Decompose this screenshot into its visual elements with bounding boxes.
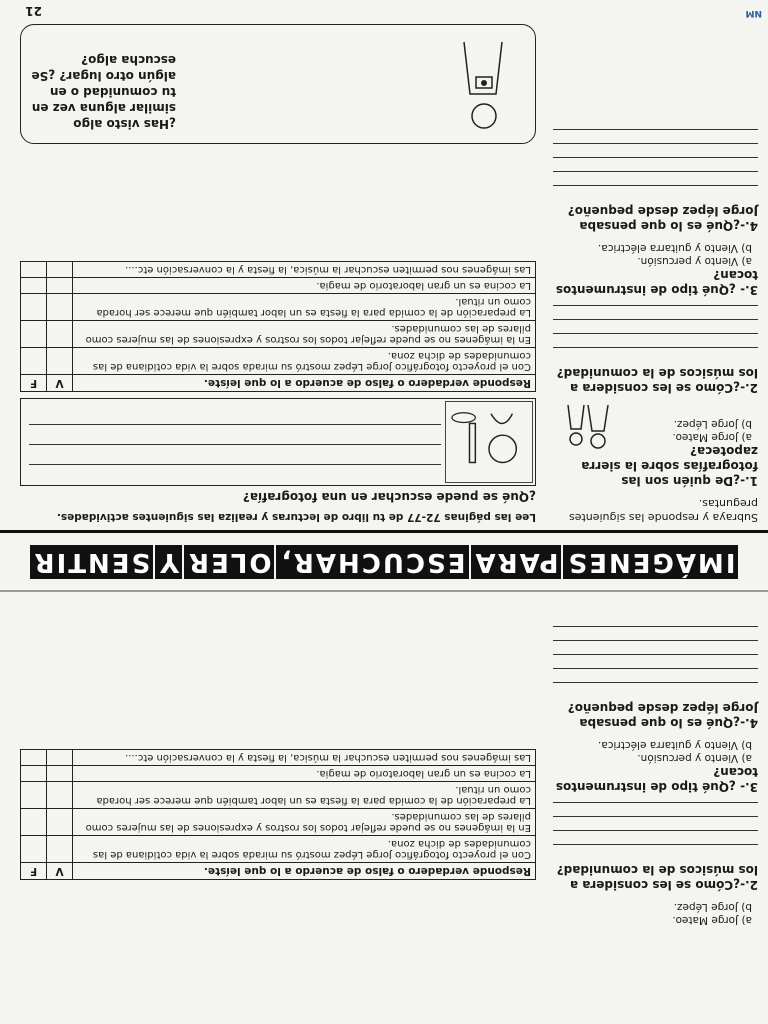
false-header: F — [21, 863, 47, 880]
false-cell[interactable] — [21, 750, 47, 766]
true-cell[interactable] — [47, 836, 73, 863]
true-cell[interactable] — [47, 809, 73, 836]
false-cell[interactable] — [21, 348, 47, 375]
false-cell[interactable] — [21, 294, 47, 321]
boy-with-camera-illustration — [438, 38, 528, 138]
musicians-illustration — [558, 403, 618, 453]
true-cell[interactable] — [47, 294, 73, 321]
activities-column-copy — [10, 590, 536, 886]
true-false-table — [20, 749, 536, 880]
false-cell[interactable] — [21, 278, 47, 294]
banner-word: PARA — [471, 545, 562, 579]
true-cell[interactable] — [47, 766, 73, 782]
table-row: Con el proyecto fotográfico Jorge Lépez mostró su mirada sobre la vida cotidiana de las comunidades de dicha zona. — [21, 836, 536, 863]
question-4: 4.-¿Qué es lo que pensaba Jorge lépez desde pequeño? — [567, 204, 758, 233]
banner-word: IMÁGENES — [563, 545, 738, 579]
true-cell[interactable] — [47, 750, 73, 766]
answer-lines[interactable] — [553, 802, 758, 858]
banner-title — [8, 542, 760, 582]
table-row: Las imágenes nos permiten escuchar la música, la fiesta y la conversación etc.... — [21, 262, 536, 278]
activities-column — [10, 4, 536, 524]
listen-answer-box[interactable] — [20, 398, 536, 486]
false-cell[interactable] — [21, 782, 47, 809]
false-cell[interactable] — [21, 321, 47, 348]
banner-word: Y — [155, 545, 182, 579]
table-header: Responde verdadero o falso de acuerdo a lo que leíste. — [73, 863, 536, 880]
true-cell[interactable] — [47, 782, 73, 809]
option: a) Jorge Mateo. — [672, 914, 752, 926]
table-row: Con el proyecto fotográfico Jorge Lépez mostró su mirada sobre la vida cotidiana de las comunidades de dicha zona. — [21, 348, 536, 375]
table-header: Responde verdadero o falso de acuerdo a lo que leíste. — [73, 375, 536, 392]
question-4: 4.-¿Qué es lo que pensaba Jorge lépez desde pequeño? — [567, 701, 758, 730]
publisher-logo: NM — [745, 8, 762, 18]
true-header: V — [47, 863, 73, 880]
option: b) Jorge Lépez. — [673, 901, 752, 913]
false-header: F — [21, 375, 47, 392]
answer-lines[interactable] — [553, 129, 758, 199]
false-cell[interactable] — [21, 262, 47, 278]
table-row: En la imágenes no se puede reflejar todos los rostros y expresiones de las mujeres como pilares de las comunidades. — [21, 809, 536, 836]
option: a) Viento y percusión. — [637, 255, 752, 267]
question-3: 3.- ¿Qué tipo de instrumentos tocan? — [555, 268, 758, 297]
questions-column-copy — [553, 590, 758, 926]
reading-instruction: Lee las páginas 72-77 de tu libro de lecturas y realiza las siguientes actividades. — [56, 511, 536, 523]
worksheet-page-copy — [0, 590, 768, 1024]
option: b) Jorge Lépez. — [673, 418, 752, 430]
questions-column — [553, 4, 758, 524]
answer-lines[interactable] — [553, 305, 758, 361]
question-3: 3.- ¿Qué tipo de instrumentos tocan? — [555, 765, 758, 794]
question-1: 1.-¿De quién son las fotografías sobre la sierra zapoteca? — [581, 444, 758, 488]
question-2: 2.-¿Cómo se les considera a los músicos de la comunidad? — [556, 366, 758, 395]
worksheet-bottom — [0, 590, 768, 1024]
option: a) Jorge Mateo. — [672, 431, 752, 443]
true-cell[interactable] — [47, 348, 73, 375]
true-header: V — [47, 375, 73, 392]
photo-illustration — [445, 401, 533, 483]
banner-word: OLER — [184, 545, 274, 579]
false-cell[interactable] — [21, 766, 47, 782]
false-cell[interactable] — [21, 836, 47, 863]
banner-word: ESCUCHAR, — [276, 545, 468, 579]
option: b) Viento y guitarra eléctrica. — [597, 739, 752, 751]
page-number: 21 — [25, 4, 42, 18]
banner-word: SENTIR — [30, 545, 154, 579]
true-cell[interactable] — [47, 278, 73, 294]
true-cell[interactable] — [47, 321, 73, 348]
option: a) Viento y percusión. — [637, 752, 752, 764]
false-cell[interactable] — [21, 809, 47, 836]
option: b) Viento y guitarra eléctrica. — [597, 242, 752, 254]
table-row: La cocina es un gran laboratorio de magia. — [21, 278, 536, 294]
true-cell[interactable] — [47, 262, 73, 278]
table-row: En la imágenes no se puede reflejar todos los rostros y expresiones de las mujeres como pilares de las comunidades. — [21, 321, 536, 348]
true-false-table — [20, 261, 536, 392]
listen-question: ¿Qué se puede escuchar en una fotografía? — [242, 490, 536, 504]
table-row: La cocina es un gran laboratorio de magia. — [21, 766, 536, 782]
table-row: La preparación de la comida para la fiesta es un labor también que merece ser horada como un ritual. — [21, 782, 536, 809]
question-2: 2.-¿Cómo se les considera a los músicos de la comunidad? — [556, 863, 758, 892]
table-row: La preparación de la comida para la fiesta es un labor también que merece ser horada como un ritual. — [21, 294, 536, 321]
title-banner — [0, 530, 768, 590]
seen-question: ¿Has visto algo similar alguna vez en tu comunidad o en algún otro lugar? ¿Se escucha algo? — [31, 53, 176, 131]
table-row: Las imágenes nos permiten escuchar la música, la fiesta y la conversación etc.... — [21, 750, 536, 766]
instructions-left: Subraya y responde las siguientes preguntas. — [568, 497, 758, 524]
answer-lines[interactable] — [553, 626, 758, 696]
